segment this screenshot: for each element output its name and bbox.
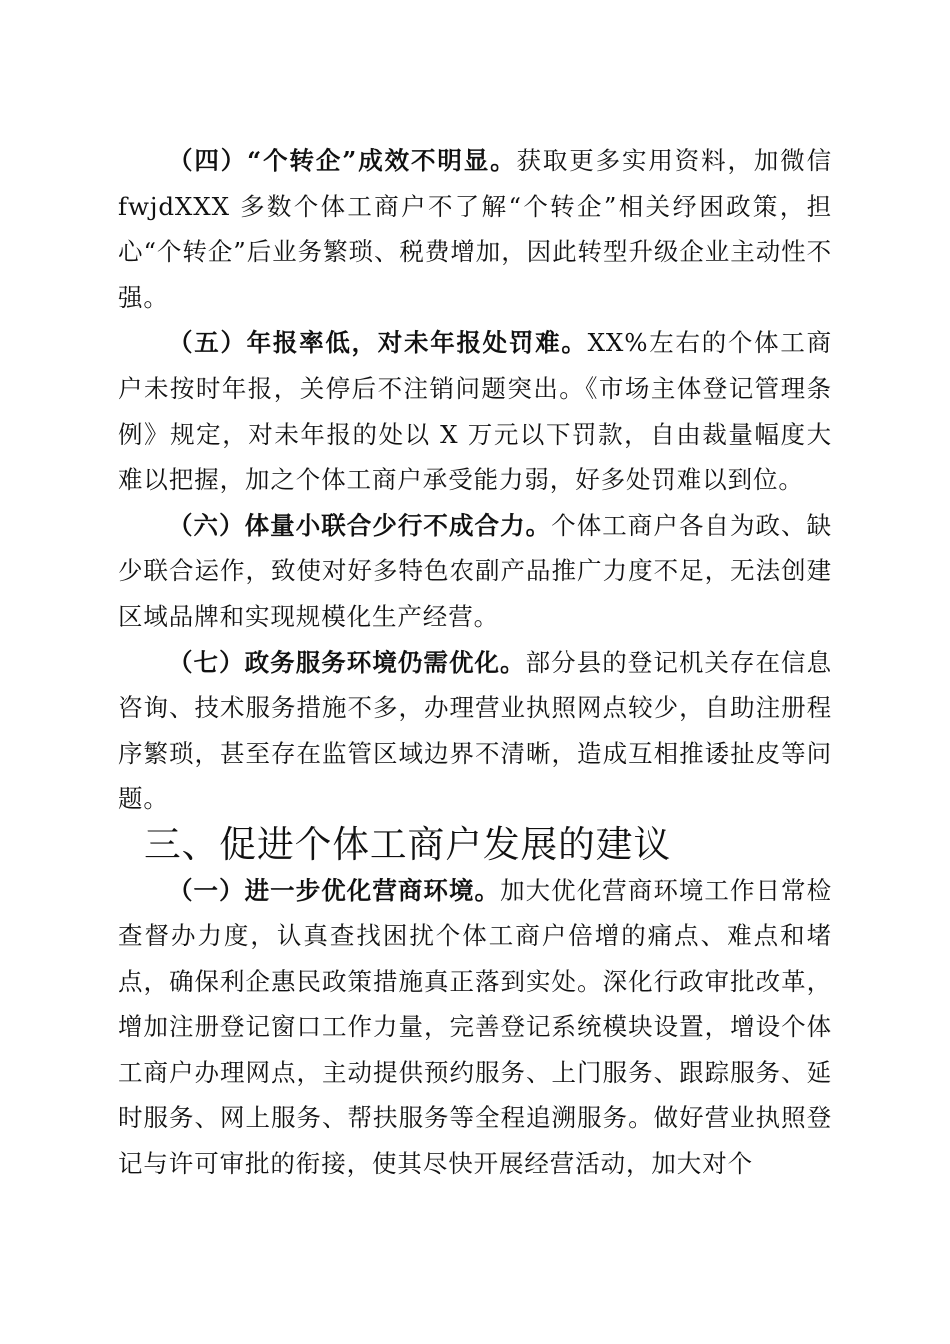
paragraph-7 xyxy=(118,640,832,822)
paragraph-5-lead: （五）年报率低，对未年报处罚难。 xyxy=(168,328,588,358)
paragraph-5 xyxy=(118,320,832,502)
section-heading: 三、促进个体工商户发展的建议 xyxy=(144,822,672,866)
paragraph-7-text: 部分县的登记机关存在信息咨询、技术服务措施不多，办理营业执照网点较少，自助注册程序繁琐，甚至存在监管区域边界不清晰，造成互相推诿扯皮等问题。 xyxy=(118,647,832,814)
paragraph-7-lead: （七）政务服务环境仍需优化。 xyxy=(168,647,526,677)
paragraph-6-lead: （六）体量小联合少行不成合力。 xyxy=(168,510,552,540)
section-paragraph-1-lead: （一）进一步优化营商环境。 xyxy=(168,875,501,905)
paragraph-6 xyxy=(118,503,832,640)
section-paragraph-1-text: 加大优化营商环境工作日常检查督办力度，认真查找困扰个体工商户倍增的痛点、难点和堵点，确保利企惠民政策措施真正落到实处。深化行政审批改革，增加注册登记窗口工作力量，完善登记系统模块设置，增设个体工商户办理网点，主动提供预约服务、上门服务、跟踪服务、延时服务、网上服务、帮扶服务等全程追溯服务。做好营业执照登记与许可审批的衔接，使其尽快开展经营活动，加大对个 xyxy=(118,875,833,1179)
paragraph-4-lead: （四）“个转企”成效不明显。 xyxy=(168,146,517,175)
section-paragraph-1 xyxy=(118,868,832,1187)
paragraph-5-text: XX%左右的个体工商户未按时年报，关停后不注销问题突出。《市场主体登记管理条例》规定，对未年报的处以 X 万元以下罚款，自由裁量幅度大难以把握，加之个体工商户承受能力弱，好多处罚难以到位。 xyxy=(118,328,832,495)
paragraph-6-text: 个体工商户各自为政、缺少联合运作，致使对好多特色农副产品推广力度不足，无法创建区域品牌和实现规模化生产经营。 xyxy=(118,510,832,631)
document-page xyxy=(118,138,832,1187)
paragraph-4 xyxy=(118,138,832,320)
paragraph-4-text: 获取更多实用资料，加微信fwjdXXX 多数个体工商户不了解“个转企”相关纾困政策，担心“个转企”后业务繁琐、税费增加，因此转型升级企业主动性不强。 xyxy=(118,146,832,312)
